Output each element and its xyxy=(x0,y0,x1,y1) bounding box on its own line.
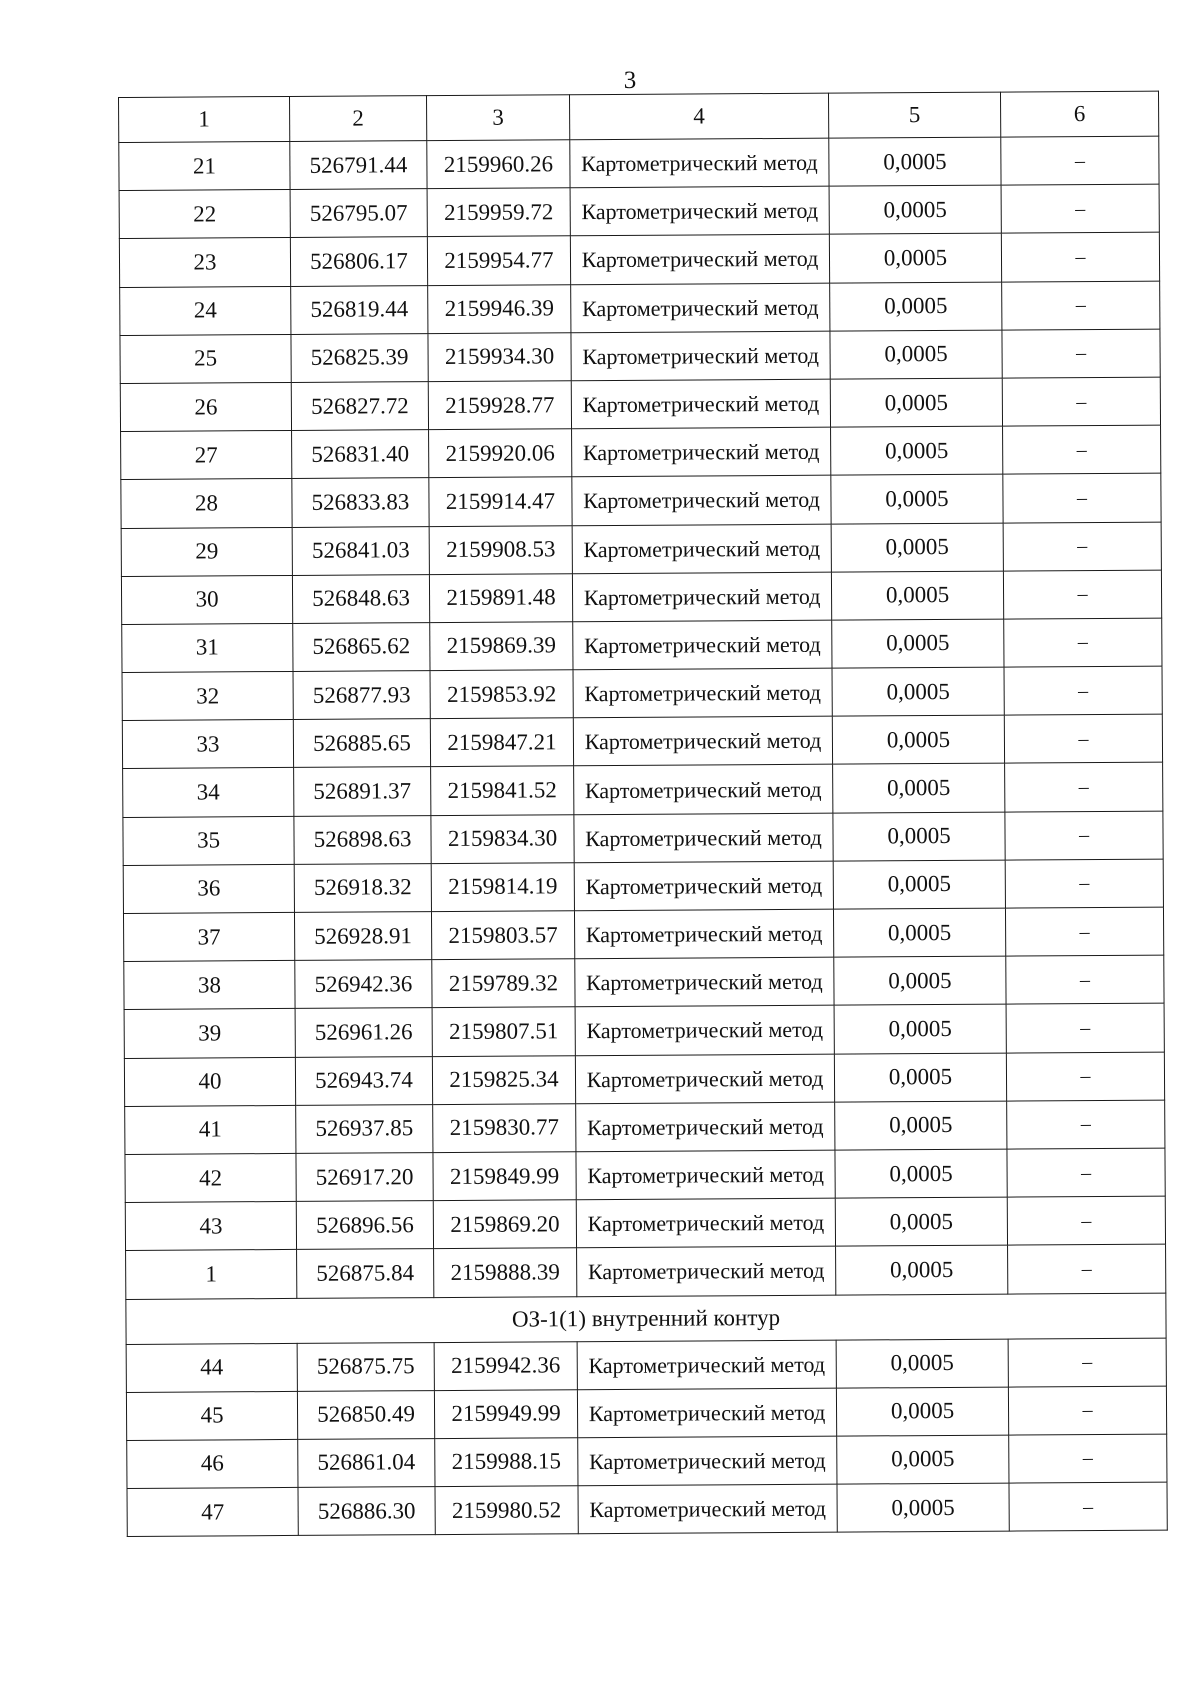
table-row xyxy=(119,136,1159,191)
note-cell: – xyxy=(1007,1148,1165,1197)
accuracy-cell: 0,0005 xyxy=(835,1101,1007,1150)
y-coordinate-cell: 2159825.34 xyxy=(432,1055,575,1104)
method-cell: Картометрический метод xyxy=(574,909,833,959)
x-coordinate-cell: 526896.56 xyxy=(296,1201,433,1250)
accuracy-cell: 0,0005 xyxy=(832,619,1004,668)
table-body xyxy=(119,136,1167,1537)
point-number-cell: 24 xyxy=(120,286,291,335)
table-row xyxy=(121,570,1161,625)
note-cell: – xyxy=(1002,329,1160,378)
table-row xyxy=(125,1148,1165,1203)
note-cell: – xyxy=(1008,1338,1166,1387)
note-cell: – xyxy=(1004,714,1162,763)
y-coordinate-cell: 2159942.36 xyxy=(434,1341,577,1390)
section-row xyxy=(126,1293,1166,1344)
table-row xyxy=(127,1482,1167,1537)
y-coordinate-cell: 2159946.39 xyxy=(428,284,571,333)
x-coordinate-cell: 526943.74 xyxy=(295,1056,432,1105)
point-number-cell: 43 xyxy=(125,1202,296,1251)
y-coordinate-cell: 2159914.47 xyxy=(429,477,572,526)
header-row xyxy=(119,91,1159,142)
table-row xyxy=(124,1052,1164,1107)
point-number-cell: 26 xyxy=(120,382,291,431)
x-coordinate-cell: 526865.62 xyxy=(293,622,430,671)
accuracy-cell: 0,0005 xyxy=(829,137,1001,186)
accuracy-cell: 0,0005 xyxy=(835,1149,1007,1198)
method-cell: Картометрический метод xyxy=(576,1198,835,1248)
method-cell: Картометрический метод xyxy=(571,331,830,381)
note-cell: – xyxy=(1005,907,1163,956)
table-row xyxy=(121,473,1161,528)
accuracy-cell: 0,0005 xyxy=(833,860,1005,909)
point-number-cell: 46 xyxy=(127,1439,298,1488)
method-cell: Картометрический метод xyxy=(572,524,831,574)
method-cell: Картометрический метод xyxy=(575,1054,834,1104)
x-coordinate-cell: 526861.04 xyxy=(298,1438,435,1487)
method-cell: Картометрический метод xyxy=(576,1102,835,1152)
note-cell: – xyxy=(1005,763,1163,812)
table-row xyxy=(123,859,1163,914)
point-number-cell: 40 xyxy=(124,1057,295,1106)
accuracy-cell: 0,0005 xyxy=(837,1435,1009,1484)
table-row xyxy=(124,1004,1164,1059)
x-coordinate-cell: 526885.65 xyxy=(293,719,430,768)
note-cell: – xyxy=(1009,1482,1167,1531)
y-coordinate-cell: 2159869.20 xyxy=(433,1200,576,1249)
y-coordinate-cell: 2159834.30 xyxy=(431,814,574,863)
note-cell: – xyxy=(1004,666,1162,715)
method-cell: Картометрический метод xyxy=(570,138,829,188)
y-coordinate-cell: 2159830.77 xyxy=(433,1103,576,1152)
point-number-cell: 23 xyxy=(119,238,290,287)
method-cell: Картометрический метод xyxy=(577,1246,836,1296)
accuracy-cell: 0,0005 xyxy=(830,282,1002,331)
point-number-cell: 41 xyxy=(125,1105,296,1154)
table-row xyxy=(126,1338,1166,1393)
table-row xyxy=(126,1244,1166,1299)
accuracy-cell: 0,0005 xyxy=(830,378,1002,427)
note-cell: – xyxy=(1001,233,1159,282)
point-number-cell: 45 xyxy=(126,1391,297,1440)
accuracy-cell: 0,0005 xyxy=(832,667,1004,716)
x-coordinate-cell: 526819.44 xyxy=(291,285,428,334)
note-cell: – xyxy=(1008,1244,1166,1293)
table-row xyxy=(125,1100,1165,1155)
accuracy-cell: 0,0005 xyxy=(834,1053,1006,1102)
x-coordinate-cell: 526791.44 xyxy=(290,141,427,190)
table-row xyxy=(121,522,1161,577)
note-cell: – xyxy=(1001,184,1159,233)
note-cell: – xyxy=(1007,1100,1165,1149)
method-cell: Картометрический метод xyxy=(575,957,834,1007)
method-cell: Картометрический метод xyxy=(574,765,833,815)
method-cell: Картометрический метод xyxy=(575,1006,834,1056)
header-col-4: 4 xyxy=(569,93,828,140)
accuracy-cell: 0,0005 xyxy=(831,523,1003,572)
x-coordinate-cell: 526850.49 xyxy=(297,1390,434,1439)
x-coordinate-cell: 526917.20 xyxy=(296,1153,433,1202)
section-title: ОЗ-1(1) внутренний контур xyxy=(126,1293,1166,1344)
x-coordinate-cell: 526961.26 xyxy=(295,1008,432,1057)
table-row xyxy=(124,955,1164,1010)
accuracy-cell: 0,0005 xyxy=(829,185,1001,234)
accuracy-cell: 0,0005 xyxy=(836,1245,1008,1294)
point-number-cell: 31 xyxy=(122,623,293,672)
method-cell: Картометрический метод xyxy=(577,1388,836,1438)
method-cell: Картометрический метод xyxy=(570,235,829,285)
y-coordinate-cell: 2159814.19 xyxy=(431,863,574,912)
method-cell: Картометрический метод xyxy=(571,283,830,333)
note-cell: – xyxy=(1003,570,1161,619)
table-row xyxy=(119,184,1159,239)
y-coordinate-cell: 2159789.32 xyxy=(432,959,575,1008)
table-row xyxy=(122,618,1162,673)
method-cell: Картометрический метод xyxy=(574,813,833,863)
x-coordinate-cell: 526795.07 xyxy=(290,189,427,238)
method-cell: Картометрический метод xyxy=(573,668,832,718)
accuracy-cell: 0,0005 xyxy=(835,1197,1007,1246)
x-coordinate-cell: 526875.84 xyxy=(297,1249,434,1298)
note-cell: – xyxy=(1006,1052,1164,1101)
note-cell: – xyxy=(1001,136,1159,185)
y-coordinate-cell: 2159908.53 xyxy=(429,525,572,574)
table-row xyxy=(127,1434,1167,1489)
note-cell: – xyxy=(1003,473,1161,522)
y-coordinate-cell: 2159960.26 xyxy=(427,140,570,189)
header-col-1: 1 xyxy=(119,96,290,142)
point-number-cell: 28 xyxy=(121,479,292,528)
table-row xyxy=(123,811,1163,866)
note-cell: – xyxy=(1003,522,1161,571)
x-coordinate-cell: 526833.83 xyxy=(292,478,429,527)
y-coordinate-cell: 2159959.72 xyxy=(427,188,570,237)
header-col-5: 5 xyxy=(828,92,1000,138)
table-row xyxy=(120,329,1160,384)
table-row xyxy=(122,666,1162,721)
table-header xyxy=(119,91,1159,142)
y-coordinate-cell: 2159847.21 xyxy=(430,718,573,767)
point-number-cell: 39 xyxy=(124,1009,295,1058)
point-number-cell: 38 xyxy=(124,961,295,1010)
point-number-cell: 22 xyxy=(119,190,290,239)
method-cell: Картометрический метод xyxy=(573,620,832,670)
x-coordinate-cell: 526877.93 xyxy=(293,671,430,720)
accuracy-cell: 0,0005 xyxy=(829,233,1001,282)
table-row xyxy=(120,377,1160,432)
point-number-cell: 1 xyxy=(126,1250,297,1299)
accuracy-cell: 0,0005 xyxy=(834,956,1006,1005)
x-coordinate-cell: 526937.85 xyxy=(296,1104,433,1153)
method-cell: Картометрический метод xyxy=(577,1340,836,1390)
x-coordinate-cell: 526806.17 xyxy=(290,237,427,286)
note-cell: – xyxy=(1006,1004,1164,1053)
method-cell: Картометрический метод xyxy=(578,1484,837,1534)
method-cell: Картометрический метод xyxy=(571,379,830,429)
note-cell: – xyxy=(1003,425,1161,474)
y-coordinate-cell: 2159891.48 xyxy=(429,573,572,622)
point-number-cell: 42 xyxy=(125,1153,296,1202)
note-cell: – xyxy=(1004,618,1162,667)
point-number-cell: 29 xyxy=(121,527,292,576)
accuracy-cell: 0,0005 xyxy=(831,474,1003,523)
note-cell: – xyxy=(1006,955,1164,1004)
note-cell: – xyxy=(1009,1434,1167,1483)
point-number-cell: 21 xyxy=(119,141,290,190)
method-cell: Картометрический метод xyxy=(572,427,831,477)
note-cell: – xyxy=(1007,1196,1165,1245)
x-coordinate-cell: 526848.63 xyxy=(292,574,429,623)
method-cell: Картометрический метод xyxy=(573,716,832,766)
method-cell: Картометрический метод xyxy=(570,186,829,236)
table-row xyxy=(126,1386,1166,1441)
point-number-cell: 34 xyxy=(123,768,294,817)
point-number-cell: 32 xyxy=(122,672,293,721)
point-number-cell: 37 xyxy=(123,912,294,961)
accuracy-cell: 0,0005 xyxy=(834,1004,1006,1053)
note-cell: – xyxy=(1002,377,1160,426)
point-number-cell: 44 xyxy=(126,1343,297,1392)
accuracy-cell: 0,0005 xyxy=(833,908,1005,957)
point-number-cell: 36 xyxy=(123,864,294,913)
y-coordinate-cell: 2159803.57 xyxy=(431,911,574,960)
accuracy-cell: 0,0005 xyxy=(831,571,1003,620)
header-col-3: 3 xyxy=(426,95,569,141)
x-coordinate-cell: 526831.40 xyxy=(292,430,429,479)
accuracy-cell: 0,0005 xyxy=(830,330,1002,379)
table-row xyxy=(121,425,1161,480)
note-cell: – xyxy=(1005,811,1163,860)
y-coordinate-cell: 2159949.99 xyxy=(434,1389,577,1438)
y-coordinate-cell: 2159988.15 xyxy=(435,1438,578,1487)
point-number-cell: 47 xyxy=(127,1487,298,1536)
table-row xyxy=(122,714,1162,769)
point-number-cell: 25 xyxy=(120,334,291,383)
x-coordinate-cell: 526942.36 xyxy=(295,960,432,1009)
method-cell: Картометрический метод xyxy=(574,861,833,911)
table-row xyxy=(120,281,1160,336)
method-cell: Картометрический метод xyxy=(578,1436,837,1486)
method-cell: Картометрический метод xyxy=(572,572,831,622)
x-coordinate-cell: 526928.91 xyxy=(294,912,431,961)
y-coordinate-cell: 2159954.77 xyxy=(427,236,570,285)
page-number: 3 xyxy=(623,67,637,94)
point-number-cell: 33 xyxy=(122,720,293,769)
accuracy-cell: 0,0005 xyxy=(837,1483,1009,1532)
y-coordinate-cell: 2159807.51 xyxy=(432,1007,575,1056)
y-coordinate-cell: 2159888.39 xyxy=(434,1248,577,1297)
x-coordinate-cell: 526825.39 xyxy=(291,333,428,382)
y-coordinate-cell: 2159920.06 xyxy=(429,429,572,478)
table-row xyxy=(123,907,1163,962)
x-coordinate-cell: 526886.30 xyxy=(298,1487,435,1536)
point-number-cell: 27 xyxy=(121,431,292,480)
point-number-cell: 35 xyxy=(123,816,294,865)
table-row xyxy=(123,763,1163,818)
y-coordinate-cell: 2159928.77 xyxy=(428,381,571,430)
x-coordinate-cell: 526841.03 xyxy=(292,526,429,575)
x-coordinate-cell: 526827.72 xyxy=(291,382,428,431)
note-cell: – xyxy=(1008,1386,1166,1435)
accuracy-cell: 0,0005 xyxy=(831,426,1003,475)
x-coordinate-cell: 526875.75 xyxy=(297,1342,434,1391)
accuracy-cell: 0,0005 xyxy=(836,1339,1008,1388)
y-coordinate-cell: 2159853.92 xyxy=(430,670,573,719)
coordinates-table xyxy=(118,91,1168,1538)
accuracy-cell: 0,0005 xyxy=(833,812,1005,861)
y-coordinate-cell: 2159849.99 xyxy=(433,1152,576,1201)
y-coordinate-cell: 2159980.52 xyxy=(435,1486,578,1535)
x-coordinate-cell: 526898.63 xyxy=(294,815,431,864)
method-cell: Картометрический метод xyxy=(572,475,831,525)
accuracy-cell: 0,0005 xyxy=(832,715,1004,764)
y-coordinate-cell: 2159934.30 xyxy=(428,332,571,381)
y-coordinate-cell: 2159841.52 xyxy=(431,766,574,815)
note-cell: – xyxy=(1005,859,1163,908)
y-coordinate-cell: 2159869.39 xyxy=(430,622,573,671)
note-cell: – xyxy=(1002,281,1160,330)
x-coordinate-cell: 526891.37 xyxy=(294,767,431,816)
accuracy-cell: 0,0005 xyxy=(833,764,1005,813)
table-row xyxy=(125,1196,1165,1251)
point-number-cell: 30 xyxy=(121,575,292,624)
x-coordinate-cell: 526918.32 xyxy=(294,863,431,912)
table-row xyxy=(119,233,1159,288)
header-col-6: 6 xyxy=(1000,91,1158,137)
accuracy-cell: 0,0005 xyxy=(836,1387,1008,1436)
header-col-2: 2 xyxy=(289,96,426,142)
method-cell: Картометрический метод xyxy=(576,1150,835,1200)
